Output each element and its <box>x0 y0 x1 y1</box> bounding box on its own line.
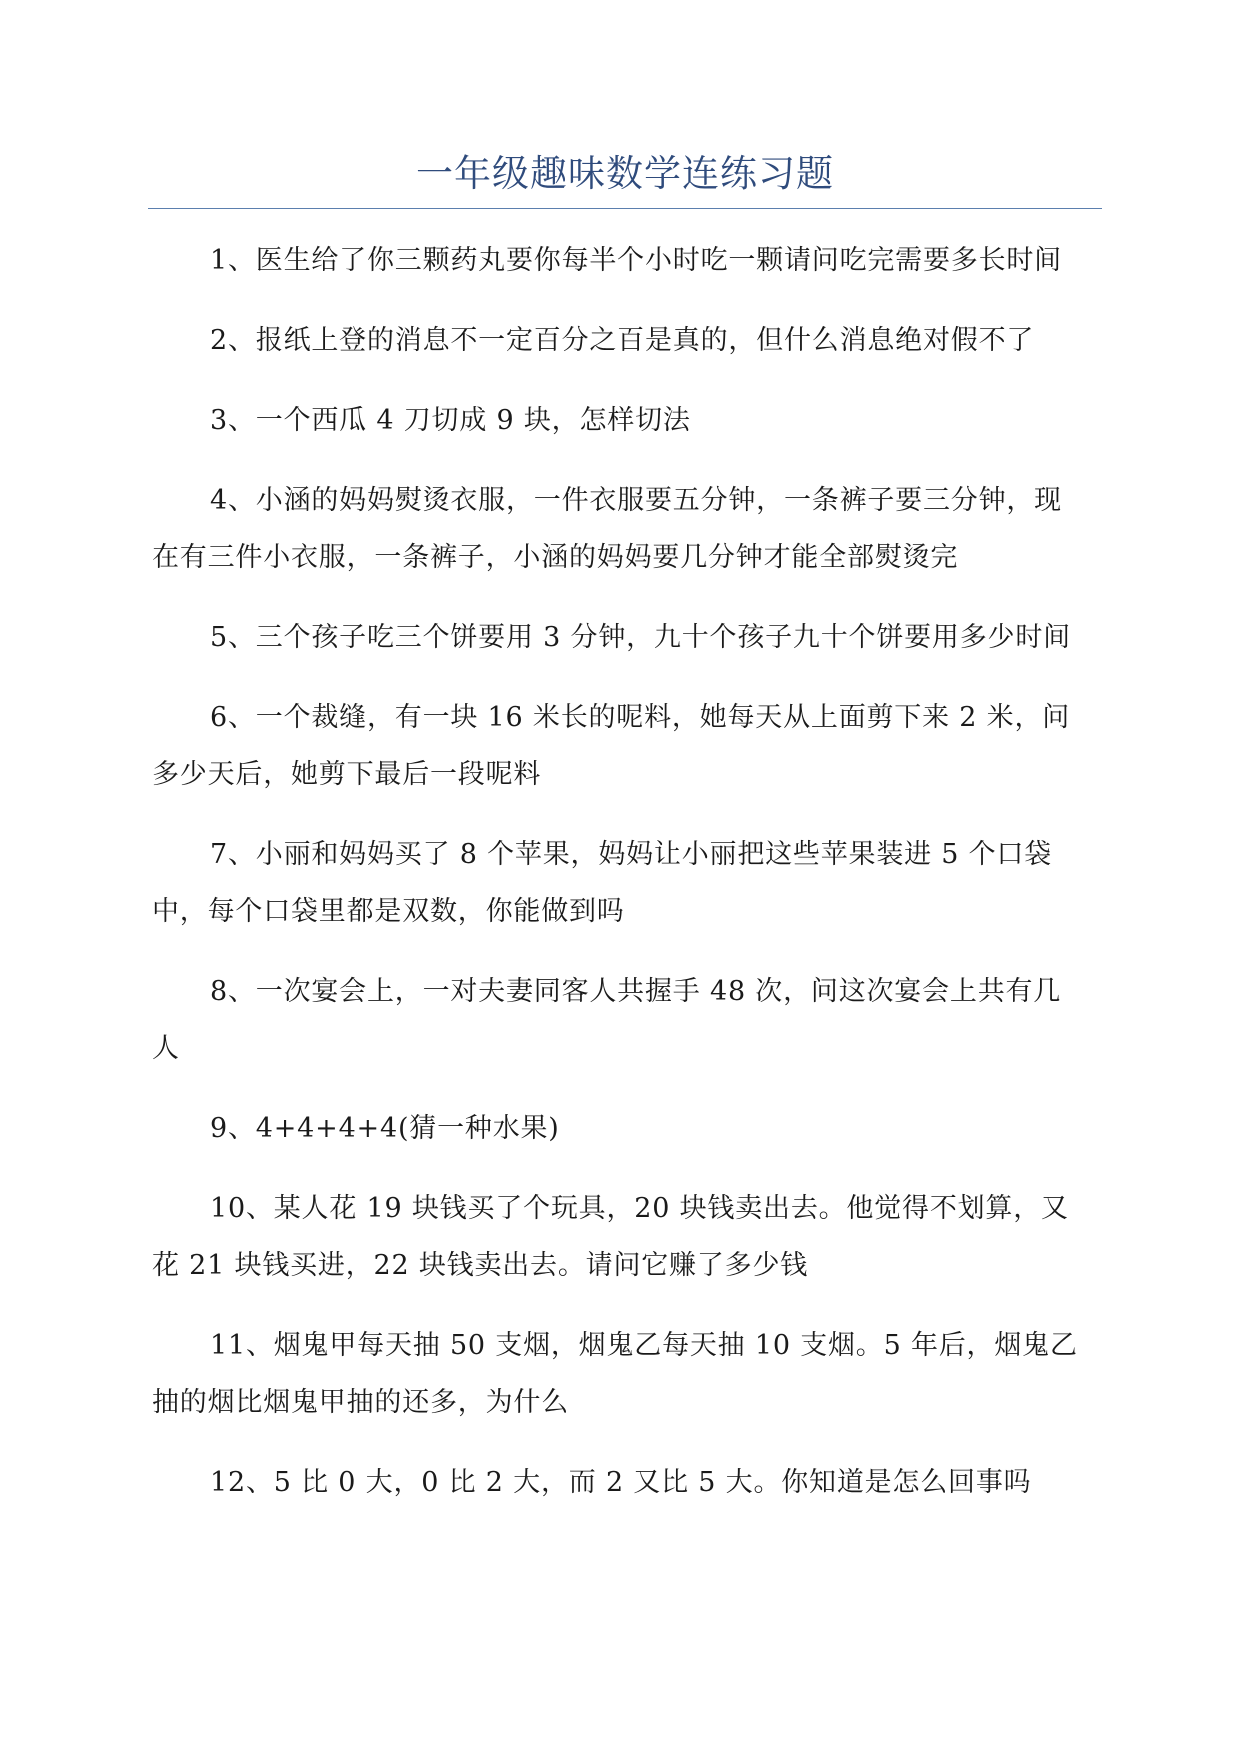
question-item: 10、某人花 19 块钱买了个玩具，20 块钱卖出去。他觉得不划算，又花 21 块钱买进，22 块钱卖出去。请问它赚了多少钱 <box>152 1193 1069 1281</box>
question-item: 9、4+4+4+4(猜一种水果) <box>210 1113 560 1144</box>
document-title: 一年级趣味数学连练习题 <box>416 152 834 195</box>
question-item: 7、小丽和妈妈买了 8 个苹果，妈妈让小丽把这些苹果装进 5 个口袋中，每个口袋里都是双数，你能做到吗 <box>152 839 1053 927</box>
question-item: 2、报纸上登的消息不一定百分之百是真的，但什么消息绝对假不了 <box>210 325 1035 356</box>
question-item: 4、小涵的妈妈熨烫衣服，一件衣服要五分钟，一条裤子要三分钟，现在有三件小衣服，一条裤子，小涵的妈妈要几分钟才能全部熨烫完 <box>152 485 1062 573</box>
question-item: 1、医生给了你三颗药丸要你每半个小时吃一颗请问吃完需要多长时间 <box>210 245 1062 276</box>
title-divider <box>148 208 1102 209</box>
question-item: 11、烟鬼甲每天抽 50 支烟，烟鬼乙每天抽 10 支烟。5 年后，烟鬼乙抽的烟比烟鬼甲抽的还多，为什么 <box>152 1330 1078 1418</box>
question-list <box>152 232 1087 1534</box>
question-item: 5、三个孩子吃三个饼要用 3 分钟，九十个孩子九十个饼要用多少时间 <box>210 622 1071 653</box>
question-item: 3、一个西瓜 4 刀切成 9 块，怎样切法 <box>210 405 691 436</box>
question-item: 8、一次宴会上，一对夫妻同客人共握手 48 次，问这次宴会上共有几人 <box>152 976 1062 1064</box>
question-item: 6、一个裁缝，有一块 16 米长的呢料，她每天从上面剪下来 2 米，问多少天后，她剪下最后一段呢料 <box>152 702 1071 790</box>
question-item: 12、5 比 0 大，0 比 2 大，而 2 又比 5 大。你知道是怎么回事吗 <box>210 1467 1032 1498</box>
